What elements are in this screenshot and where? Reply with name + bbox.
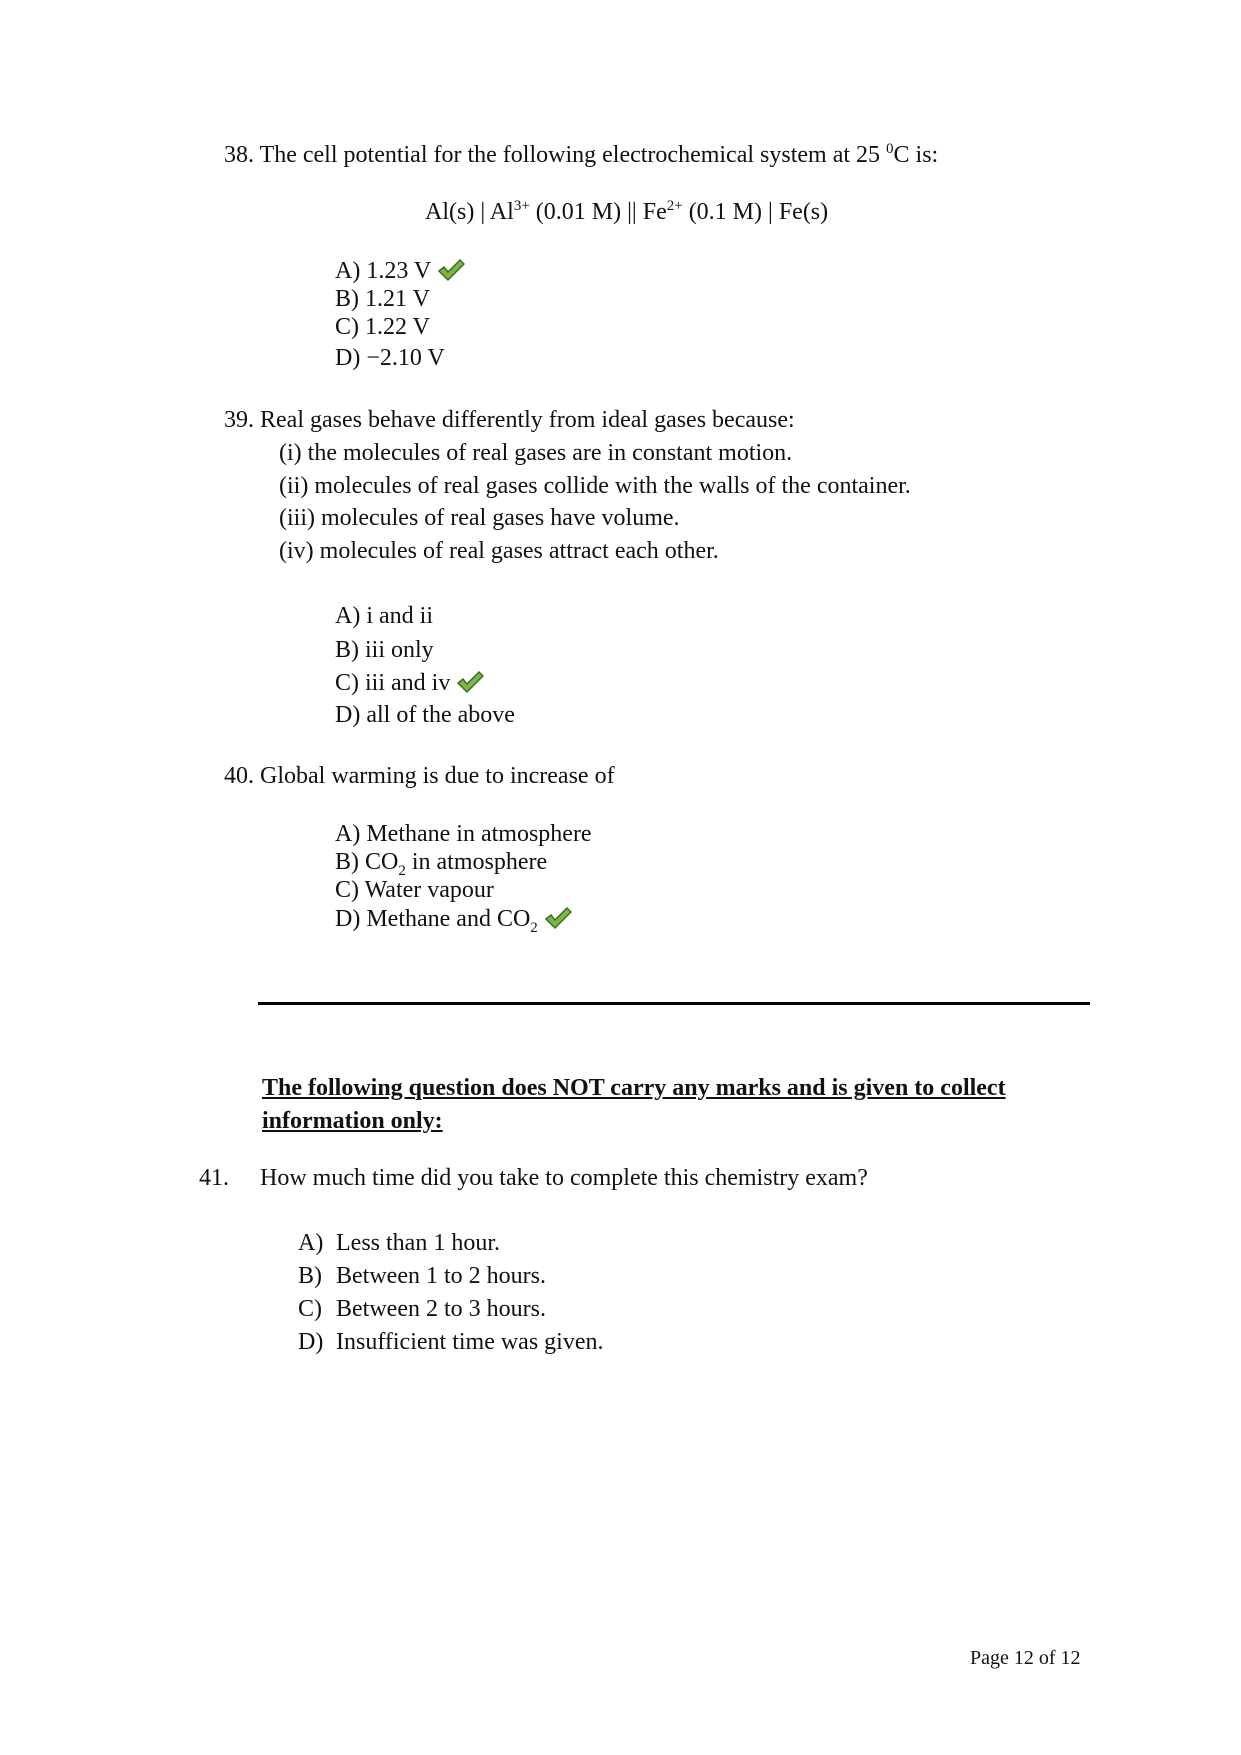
q40-option-d-pre: D) Methane and CO (335, 906, 531, 932)
q39-statement-iii: (iii) molecules of real gases have volume. (279, 505, 680, 531)
q38-option-a-text: A) 1.23 V (335, 258, 432, 284)
q41-option-b-text: Between 1 to 2 hours. (336, 1263, 546, 1289)
q41-option-a-letter: A) (298, 1230, 324, 1256)
q38-option-a (335, 258, 465, 283)
q39-statement-iv: (iv) molecules of real gases attract each other. (279, 538, 719, 564)
q41-option-d-letter: D) (298, 1329, 324, 1355)
q39-stem: 39. Real gases behave differently from ideal gases because: (224, 407, 795, 433)
checkmark-icon (544, 906, 572, 930)
q39-statement-i: (i) the molecules of real gases are in constant motion. (279, 440, 793, 466)
eq-sup1: 3+ (513, 198, 530, 214)
q41-option-c-text: Between 2 to 3 hours. (336, 1296, 546, 1322)
q38-degree-sup: 0 (886, 141, 894, 157)
q39-statement-ii: (ii) molecules of real gases collide with the walls of the container. (279, 473, 911, 499)
q40-stem: 40. Global warming is due to increase of (224, 763, 615, 789)
q40-option-b-pre: B) CO (335, 849, 399, 875)
eq-sup2: 2+ (666, 198, 683, 214)
q39-option-c (335, 670, 484, 695)
q40-option-a: A) Methane in atmosphere (335, 821, 592, 847)
q40-option-c: C) Water vapour (335, 877, 494, 903)
q41-option-a-text: Less than 1 hour. (336, 1230, 500, 1256)
q40-option-d-sub: 2 (530, 919, 538, 936)
page-number: Page 12 of 12 (970, 1647, 1081, 1669)
notice-heading: The following question does NOT carry any marks and is given to collect information only: (262, 1075, 1006, 1134)
eq-part2: (0.01 M) || Fe (529, 199, 667, 225)
checkmark-icon (437, 258, 465, 282)
q41-number: 41. (199, 1165, 229, 1191)
q39-option-d: D) all of the above (335, 702, 515, 728)
q39-option-b: B) iii only (335, 637, 434, 663)
q38-option-d: D) −2.10 V (335, 345, 445, 371)
checkmark-icon (456, 670, 484, 694)
q38-option-b: B) 1.21 V (335, 286, 430, 312)
q40-option-b (335, 849, 548, 879)
eq-part1: Al(s) | Al (425, 199, 514, 225)
q38-cell-equation (425, 200, 828, 224)
q40-option-b-sub: 2 (398, 862, 406, 879)
q38-stem-end: C is: (893, 142, 939, 168)
q40-option-d (335, 906, 572, 936)
q41-option-c-letter: C) (298, 1296, 322, 1322)
q39-option-c-text: C) iii and iv (335, 670, 451, 696)
q41-option-d-text: Insufficient time was given. (336, 1329, 604, 1355)
q41-option-b-letter: B) (298, 1263, 322, 1289)
q40-option-b-post: in atmosphere (405, 849, 548, 875)
q38-stem-text: 38. The cell potential for the following electrochemical system at 25 (224, 142, 887, 168)
section-divider (258, 1002, 1090, 1005)
q39-option-a: A) i and ii (335, 603, 433, 629)
eq-part3: (0.1 M) | Fe(s) (682, 199, 829, 225)
q38-option-c: C) 1.22 V (335, 314, 430, 340)
q41-stem: How much time did you take to complete this chemistry exam? (260, 1165, 868, 1191)
q38-stem (224, 143, 938, 167)
